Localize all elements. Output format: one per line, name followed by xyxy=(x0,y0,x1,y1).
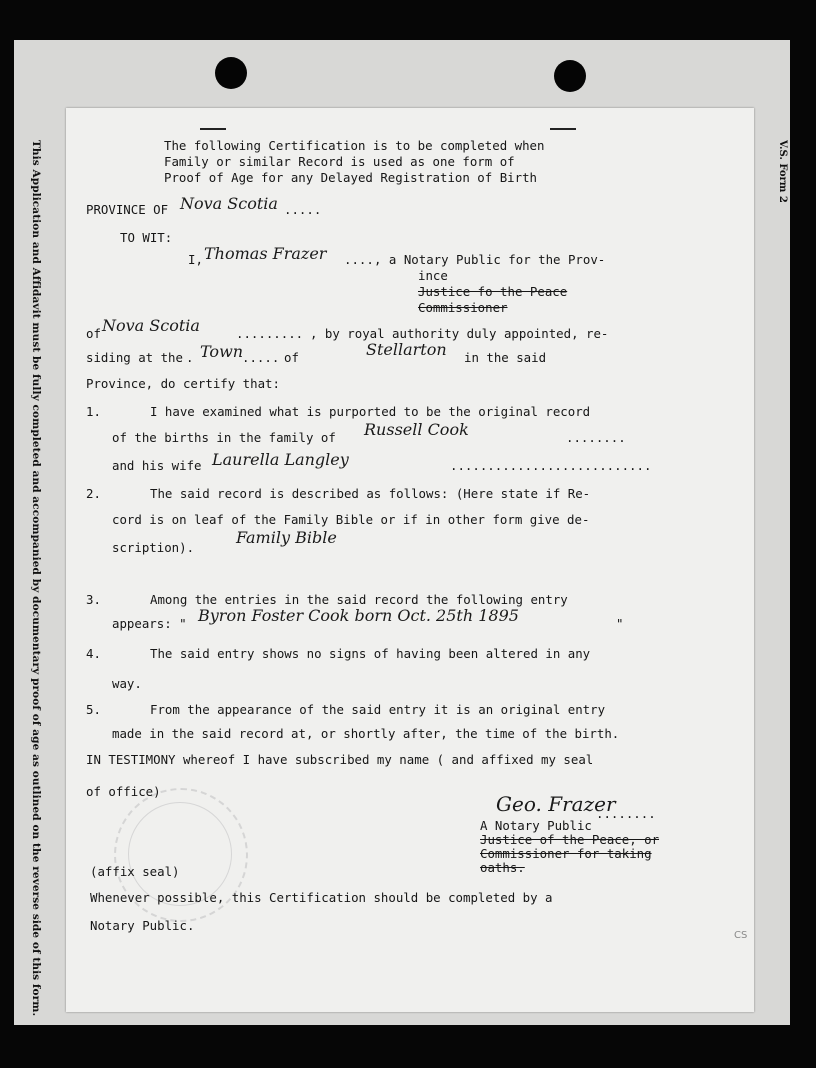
item-2-line-1: The said record is described as follows: (Here state if Re- xyxy=(150,486,591,501)
role-line-1: , a Notary Public for the Prov- xyxy=(374,252,606,267)
residing-dots-a: . xyxy=(186,350,194,365)
item-1-line-1: I have examined what is purported to be the original record xyxy=(150,404,591,419)
item-2-number: 2. xyxy=(86,486,101,501)
role-line-2: ince xyxy=(418,268,448,283)
birth-entry: Byron Foster Cook born Oct. 25th 1895 xyxy=(198,606,519,625)
entry-close-quote: " xyxy=(616,616,624,631)
item-3-line-1: Among the entries in the said record the following entry xyxy=(150,592,568,607)
to-wit: TO WIT: xyxy=(120,230,173,245)
province-label: PROVINCE OF xyxy=(86,202,169,217)
province-value: Nova Scotia xyxy=(180,194,278,213)
residing-place: Stellarton xyxy=(366,340,447,359)
authority-text: , by royal authority duly appointed, re- xyxy=(310,326,609,341)
testimony-line-1: IN TESTIMONY whereof I have subscribed my name ( and affixed my seal xyxy=(86,752,594,767)
item-4-line-2: way. xyxy=(112,676,142,691)
item-4-line-1: The said entry shows no signs of having been altered in any xyxy=(150,646,591,661)
role-line-4: Commissioner xyxy=(418,300,508,315)
residing-dots-b: ..... xyxy=(242,350,280,365)
father-name: Russell Cook xyxy=(364,420,469,439)
side-note-text: This Application and Affidavit must be fully completed and accompanied by documentary proof of age as outlined on the reverse side of this form. xyxy=(30,140,42,1017)
sign-role-4: oaths. xyxy=(480,860,525,875)
testimony-line-2: of office) xyxy=(86,784,161,799)
item-1-line-2: of the births in the family of xyxy=(112,430,336,445)
item-3-label: appears: " xyxy=(112,616,187,631)
header-line-2: Family or similar Record is used as one form of xyxy=(164,154,515,169)
item-2-line-2: cord is on leaf of the Family Bible or if in other form give de- xyxy=(112,512,590,527)
item-1-number: 1. xyxy=(86,404,101,419)
wife-label: and his wife xyxy=(112,458,202,473)
sign-role-1: A Notary Public xyxy=(480,818,592,833)
of-dots: ......... xyxy=(236,326,304,341)
declarant-dots: .... xyxy=(344,252,374,267)
item-5-number: 5. xyxy=(86,702,101,717)
province-dots: ..... xyxy=(284,202,322,217)
declarant-name: Thomas Frazer xyxy=(204,244,327,263)
top-mark-right xyxy=(550,128,576,130)
footer-line-2: Notary Public. xyxy=(90,918,195,933)
signature-dots: ........ xyxy=(596,806,656,821)
item-5-line-2: made in the said record at, or shortly after, the time of the birth. xyxy=(112,726,620,741)
header-line-3: Proof of Age for any Delayed Registration of Birth xyxy=(164,170,537,185)
side-note xyxy=(30,140,58,1017)
residing-type: Town xyxy=(200,342,244,361)
form-id-text: V.S. Form 2 xyxy=(777,140,788,203)
certify-line: Province, do certify that: xyxy=(86,376,280,391)
certification-sheet xyxy=(66,108,754,1012)
top-mark-left xyxy=(200,128,226,130)
footer-line-1: Whenever possible, this Certification should be completed by a xyxy=(90,890,553,905)
of-label: of xyxy=(86,326,101,341)
mother-dots: ........................... xyxy=(450,458,652,473)
corner-mark: CS xyxy=(734,930,748,941)
item-2-line-3: scription). xyxy=(112,540,195,555)
affix-seal: (affix seal) xyxy=(90,864,180,879)
of-value: Nova Scotia xyxy=(102,316,200,335)
punch-hole-left xyxy=(215,57,247,89)
item-3-number: 3. xyxy=(86,592,101,607)
declarant-prefix: I, xyxy=(188,252,203,267)
father-dots: ........ xyxy=(566,430,626,445)
item-5-line-1: From the appearance of the said entry it is an original entry xyxy=(150,702,606,717)
sign-role-3: Commissioner for taking xyxy=(480,846,652,861)
item-4-number: 4. xyxy=(86,646,101,661)
of2-label: of xyxy=(284,350,299,365)
role-line-3: Justice fo the Peace xyxy=(418,284,568,299)
record-type: Family Bible xyxy=(236,528,337,547)
residing-tail: in the said xyxy=(464,350,547,365)
header-line-1: The following Certification is to be completed when xyxy=(164,138,545,153)
signature: Geo. Frazer xyxy=(496,792,616,816)
sign-role-2: Justice of the Peace, or xyxy=(480,832,660,847)
punch-hole-right xyxy=(554,60,586,92)
mother-name: Laurella Langley xyxy=(212,450,349,469)
residing-label: siding at the xyxy=(86,350,183,365)
